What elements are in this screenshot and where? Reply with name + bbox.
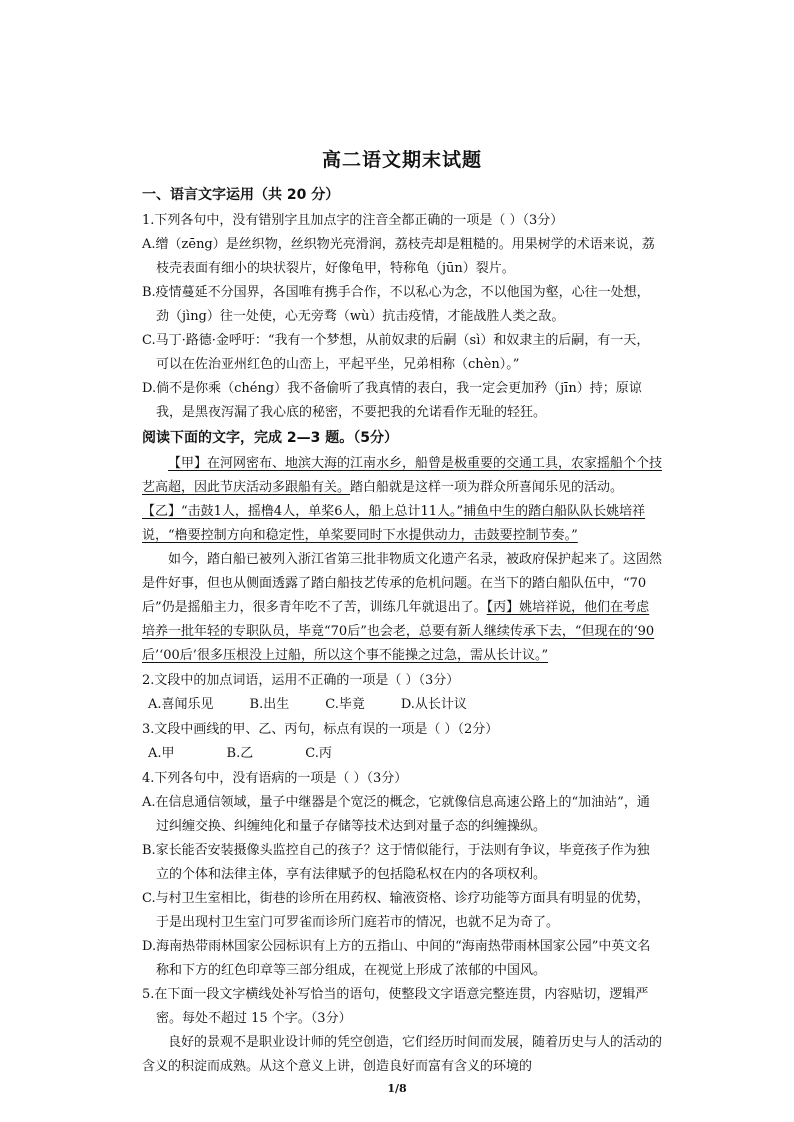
question-4-stem: 4.下列各句中，没有语病的一项是（ ）（3分） [142, 771, 408, 786]
question-5-stem: 5.在下面一段文字横线处补写恰当的语句，使整段文字语意完整连贯，内容贴切，逻辑严密。每处不超过 15 个字。（3分） [142, 987, 649, 1026]
underlined-sentence-jia: 【甲】在河网密布、地滨大海的江南水乡，船曾是极重要的交通工具，农家摇船个个技艺高超，因此节庆活动多跟船有关。 [142, 456, 663, 495]
question-4-option-b: B.家长能否安装摄像头监控自己的孩子？这于情似能行，于法则有争议，毕竟孩子作为独立的个体和法律主体，享有法律赋予的包括隐私权在内的各项权利。 [142, 843, 650, 882]
question-1-option-b: B.疫情蔓延不分国界，各国唯有携手合作，不以私心为念，不以他国为壑，心往一处想，劲（jìng）往一处使，心无旁骛（wù）抗击疫情，才能战胜人类之敌。 [142, 285, 650, 324]
question-2-option-b: B.出生 [249, 697, 290, 712]
passage-paragraph-2 [142, 548, 662, 668]
question-3-options [142, 742, 662, 766]
question-4-option-c: C.与村卫生室相比，街巷的诊所在用药权、输液资格、诊疗功能等方面具有明显的优势，于是出现村卫生室门可罗雀而诊所门庭若市的情况，也就不足为奇了。 [142, 891, 650, 930]
question-2-option-d: D.从长计议 [400, 697, 467, 712]
question-3-option-a: A.甲 [148, 746, 175, 761]
question-1-option-c: C.马丁·路德·金呼吁：“我有一个梦想，从前奴隶的后嗣（sì）和奴隶主的后嗣，有一天，可以在佐治亚州红色的山峦上，平起平坐，兄弟相称（chèn）。” [142, 333, 650, 372]
page-number: 1/8 [387, 1082, 407, 1095]
question-1-stem: 1.下列各句中，没有错别字且加点字的注音全都正确的一项是（ ）（3分） [142, 213, 564, 228]
question-2-options [142, 693, 662, 717]
page-title: 高二语文期末试题 [321, 149, 482, 171]
question-4-option-d: D.海南热带雨林国家公园标识有上方的五指山、中间的“海南热带雨林国家公园”中英文名称和下方的红色印章等三部分组成，在视觉上形成了浓郁的中国风。 [142, 939, 651, 978]
question-2-stem: 2.文段中的加点词语，运用不正确的一项是（ ）（3分） [142, 673, 460, 688]
question-1-option-a: A.缯（zēng）是丝织物，丝织物光亮滑润，荔枝壳却是粗糙的。用果树学的术语来说，荔枝壳表面有细小的块状裂片，好像龟甲，特称龟（jūn）裂片。 [142, 237, 655, 276]
passage-text: 踏白船就是这样一项为群众所喜闻乐见的活动。 [350, 480, 624, 495]
reading-intro: 阅读下面的文字，完成 2—3 题。（5分） [142, 430, 398, 446]
question-3-option-c: C.丙 [305, 746, 332, 761]
passage-text: 如今，踏白船已被列入浙江省第三批非物质文化遗产名录，被政府保护起来了。这固然是件好事，但也从侧面透露了踏白船技艺传承的危机问题。在当下的踏白船队伍中，“70后”仍是摇船主力，很多青年吃不了苦，训练几年就退出了。 [142, 552, 663, 615]
question-3-option-b: B.乙 [226, 746, 254, 761]
question-3-stem: 3.文段中画线的甲、乙、丙句，标点有误的一项是（ ）（2分） [142, 722, 499, 737]
question-4-option-a: A.在信息通信领域，量子中继器是个宽泛的概念，它就像信息高速公路上的“加油站”，通过纠缠交换、纠缠纯化和量子存储等技术达到对量子态的纠缠操纵。 [142, 795, 650, 834]
passage-paragraph-1 [142, 452, 662, 548]
question-2-option-a: A.喜闻乐见 [148, 697, 214, 712]
question-1-option-d: D.倘不是你乘（chéng）我不备偷听了我真情的表白，我一定会更加矜（jīn）持；原谅我，是黑夜泻漏了我心底的秘密，不要把我的允诺看作无耻的轻狂。 [142, 381, 642, 420]
section-heading: 一、语言文字运用（共 20 分） [142, 187, 340, 203]
page-content [142, 145, 662, 1079]
underlined-sentence-yi: 【乙】“击鼓1人，摇橹4人，单桨6人，船上总计11人。”捕鱼中生的踏白船队队长姚培祥说，“橹要控制方向和稳定性，单桨要同时下水提供动力，击鼓要控制节奏。” [142, 504, 646, 543]
underlined-sentence-bing: 【丙】姚培祥说，他们在考虑培养一批年轻的专职队员，毕竟“70后”也会老，总要有新人继续传承下去，“但现在的‘90后’‘00后’很多压根没上过船，所以这个事不能操之过急，需从长计议。” [142, 600, 655, 663]
question-5-text: 良好的景观不是职业设计师的凭空创造，它们经历时间而发展，随着历史与人的活动的含义的积淀而成熟。从这个意义上讲，创造良好而富有含义的环境的 [142, 1035, 663, 1074]
question-2-option-c: C.毕竟 [325, 697, 365, 712]
